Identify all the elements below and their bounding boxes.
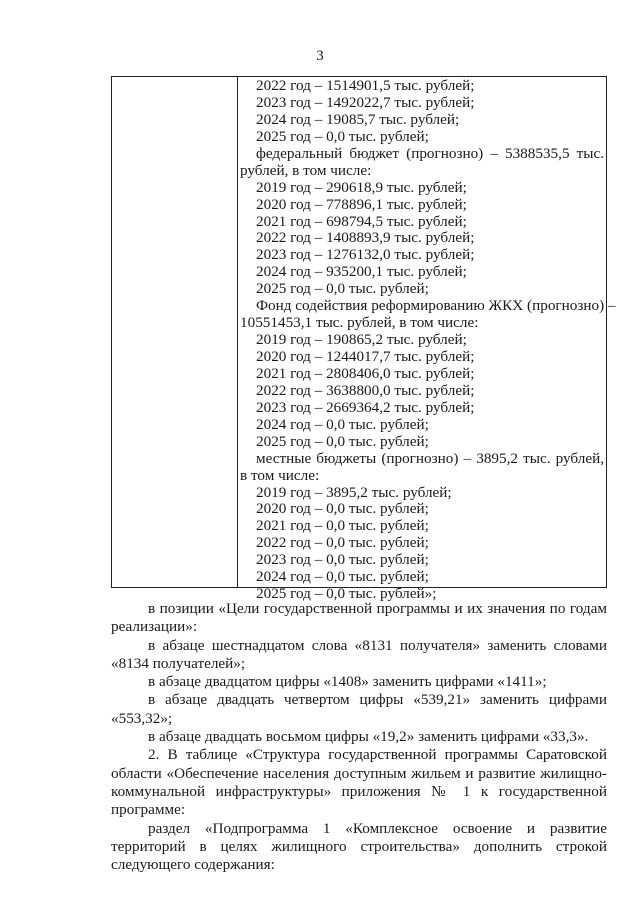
- table-cell-line: федеральный бюджет (прогнозно) – 5388535,5 тыс.: [256, 144, 604, 162]
- table-cell-content: [240, 77, 616, 603]
- table-cell-line: 2019 год – 290618,9 тыс. рублей;: [256, 178, 467, 196]
- body-text-line: следующего содержания:: [111, 856, 275, 874]
- table-cell-line: 2023 год – 2669364,2 тыс. рублей;: [256, 398, 475, 416]
- page-number: 3: [316, 48, 324, 64]
- body-text-line: реализации»:: [111, 618, 198, 636]
- body-text-line: области «Обеспечение населения доступным жильем и развитие жилищно-: [111, 764, 607, 782]
- table-cell-line: 2020 год – 0,0 тыс. рублей;: [256, 500, 429, 518]
- table-border-left: [111, 77, 112, 587]
- table-cell-line: 2023 год – 0,0 тыс. рублей;: [256, 551, 429, 569]
- table-cell-line: 2025 год – 0,0 тыс. рублей;: [256, 432, 429, 450]
- body-text-line: коммунальной инфраструктуры» приложения № 1 к государственной: [111, 782, 607, 800]
- table-cell-line: 2019 год – 190865,2 тыс. рублей;: [256, 331, 467, 349]
- table-cell-line: в том числе:: [240, 466, 320, 484]
- body-text-line: в абзаце шестнадцатом слова «8131 получателя» заменить словами: [148, 636, 607, 654]
- body-text-line: в позиции «Цели государственной программы и их значения по годам: [148, 600, 607, 617]
- table-cell-line: 2023 год – 1276132,0 тыс. рублей;: [256, 246, 475, 264]
- body-text-line: 2. В таблице «Структура государственной программы Саратовской: [148, 746, 607, 764]
- table-cell-line: 2024 год – 935200,1 тыс. рублей;: [256, 263, 467, 281]
- body-text-line: в абзаце двадцать восьмом цифры «19,2» заменить цифрами «33,3».: [148, 728, 589, 746]
- table-cell-line: 2020 год – 1244017,7 тыс. рублей;: [256, 348, 475, 365]
- table-cell-line: 2023 год – 1492022,7 тыс. рублей;: [256, 93, 475, 111]
- body-text-line: в абзаце двадцатом цифры «1408» заменить цифрами «1411»;: [148, 673, 547, 691]
- body-text-line: территорий в целях жилищного строительства» дополнить строкой: [111, 837, 607, 855]
- table-cell-line: местные бюджеты (прогнозно) – 3895,2 тыс. рублей,: [256, 449, 604, 467]
- table-cell-line: 2021 год – 0,0 тыс. рублей;: [256, 517, 429, 535]
- financing-table: [111, 76, 616, 603]
- table-column-divider: [237, 77, 238, 587]
- body-text-line: программе:: [111, 801, 186, 819]
- table-cell-line: 2025 год – 0,0 тыс. рублей»;: [256, 585, 437, 603]
- body-text-line: «553,32»;: [111, 709, 173, 727]
- table-cell-line: 2020 год – 778896,1 тыс. рублей;: [256, 195, 467, 213]
- table-cell-line: 2019 год – 3895,2 тыс. рублей;: [256, 483, 452, 501]
- table-cell-line: 2022 год – 1514901,5 тыс. рублей;: [256, 77, 475, 94]
- body-text: [111, 600, 607, 874]
- table-cell-line: 2024 год – 0,0 тыс. рублей;: [256, 568, 429, 586]
- table-cell-line: 2025 год – 0,0 тыс. рублей;: [256, 280, 429, 298]
- table-cell-line: 2021 год – 2808406,0 тыс. рублей;: [256, 364, 475, 382]
- table-border-right: [606, 77, 607, 587]
- table-cell-line: 2022 год – 1408893,9 тыс. рублей;: [256, 229, 475, 247]
- table-cell-line: 2024 год – 19085,7 тыс. рублей;: [256, 110, 460, 128]
- body-text-line: раздел «Подпрограмма 1 «Комплексное освоение и развитие: [148, 819, 607, 837]
- body-text-line: в абзаце двадцать четвертом цифры «539,21» заменить цифрами: [148, 691, 607, 709]
- table-cell-line: 2025 год – 0,0 тыс. рублей;: [256, 127, 429, 145]
- table-cell-line: Фонд содействия реформированию ЖКХ (прогнозно) –: [256, 297, 616, 315]
- table-cell-line: 10551453,1 тыс. рублей, в том числе:: [240, 314, 479, 332]
- body-text-line: «8134 получателей»;: [111, 654, 246, 672]
- table-cell-line: 2022 год – 3638800,0 тыс. рублей;: [256, 381, 475, 399]
- table-cell-line: 2021 год – 698794,5 тыс. рублей;: [256, 212, 467, 230]
- table-cell-line: рублей, в том числе:: [240, 161, 372, 179]
- table-cell-line: 2022 год – 0,0 тыс. рублей;: [256, 534, 429, 552]
- table-cell-line: 2024 год – 0,0 тыс. рублей;: [256, 415, 429, 433]
